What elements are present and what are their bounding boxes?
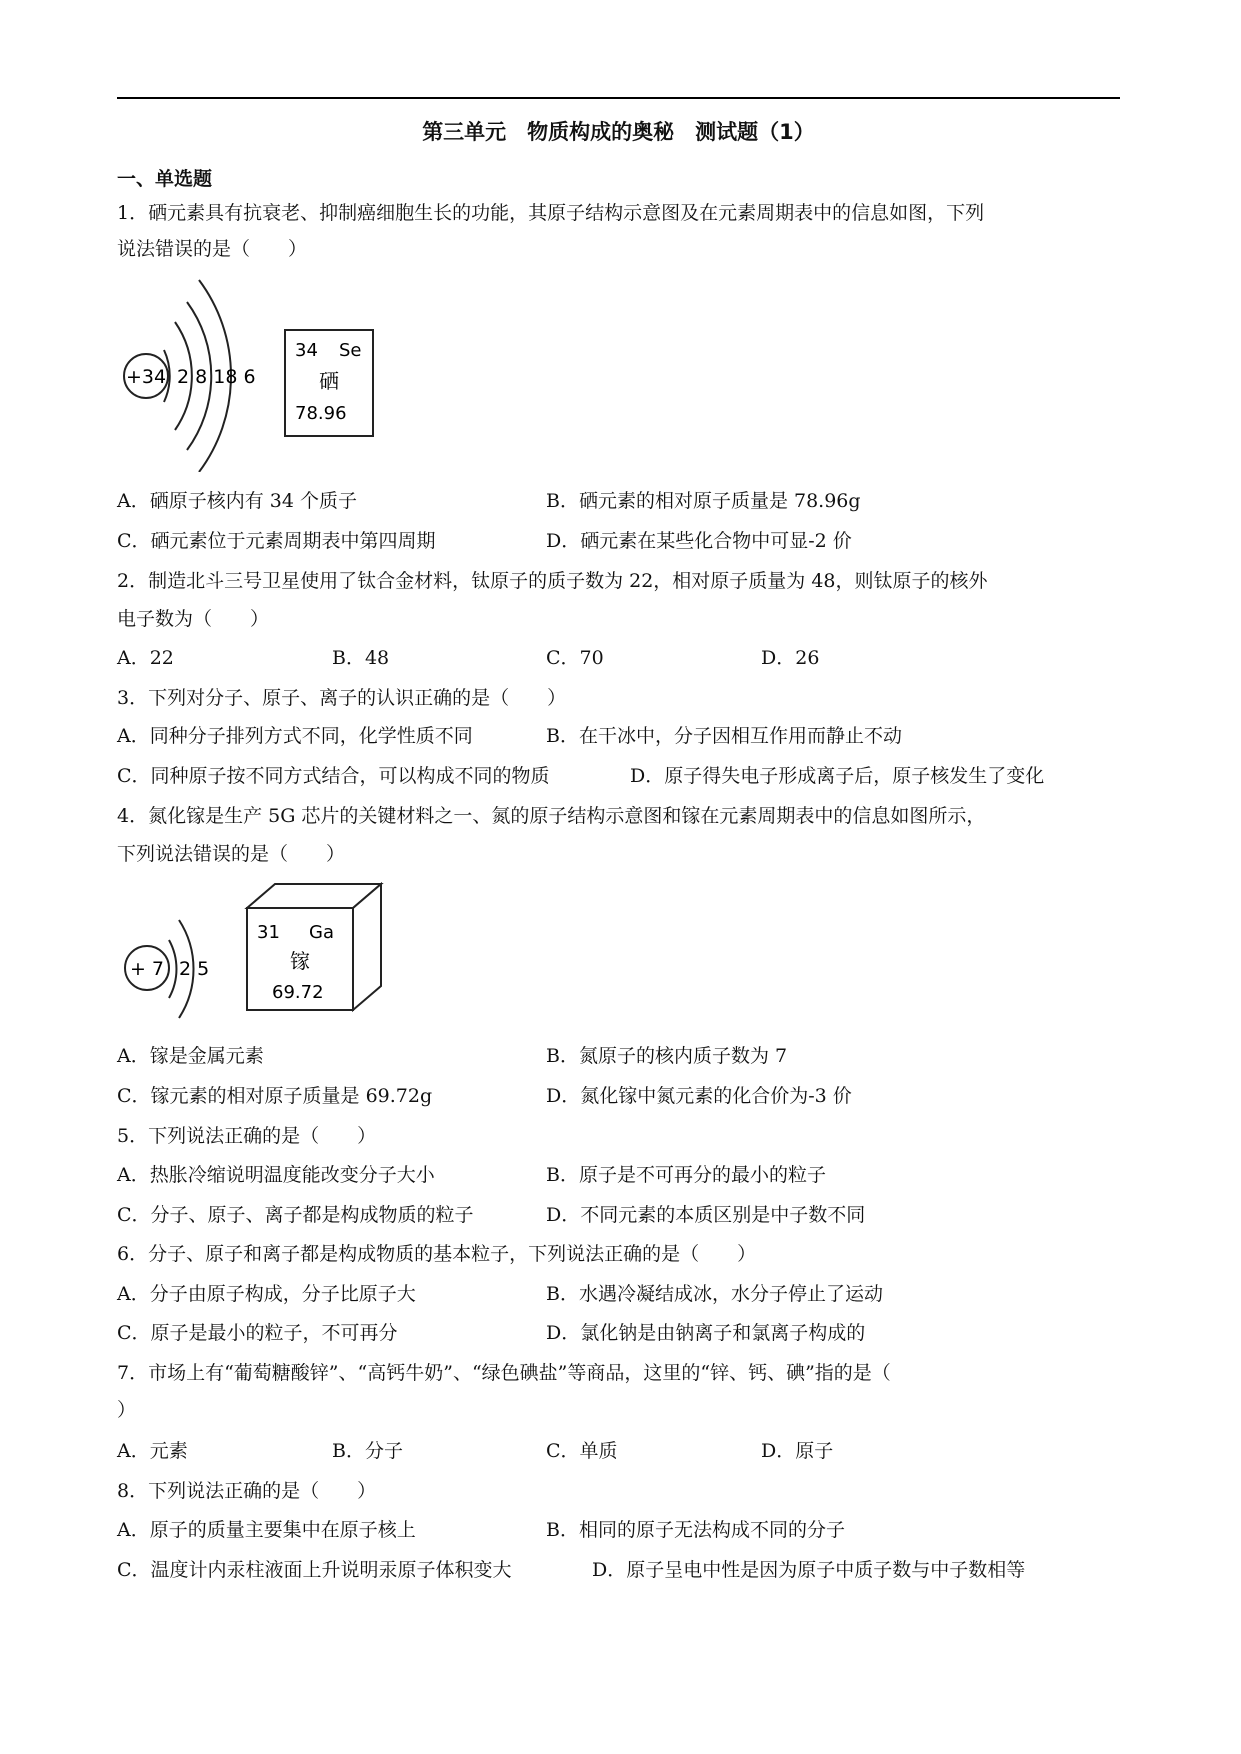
q2-option-a[interactable]: A．22	[117, 647, 174, 669]
q4-option-a[interactable]: A．镓是金属元素	[117, 1045, 264, 1067]
q3-option-d[interactable]: D．原子得失电子形成离子后，原子核发生了变化	[630, 765, 1045, 787]
q7-stem-line1: 7．市场上有“葡萄糖酸锌”、“高钙牛奶”、“绿色碘盐”等商品，这里的“锌、钙、碘”指的是（	[117, 1362, 891, 1384]
q4-figure	[117, 880, 397, 1030]
q2-option-b[interactable]: B．48	[332, 647, 390, 669]
selenium-name: 硒	[319, 369, 339, 393]
gallium-atomic-number: 31	[257, 922, 280, 943]
gallium-symbol: Ga	[309, 922, 334, 943]
gallium-name: 镓	[290, 949, 310, 973]
nitrogen-nucleus-charge: + 7	[129, 958, 165, 980]
q4-stem-line2: 下列说法错误的是（ ）	[117, 843, 346, 865]
q7-stem-line2: ）	[117, 1399, 137, 1421]
q1-option-d[interactable]: D．硒元素在某些化合物中可显-2 价	[546, 530, 852, 552]
q8-stem-line1: 8．下列说法正确的是（ ）	[117, 1480, 377, 1502]
q1-figure	[117, 272, 397, 472]
q3-option-b[interactable]: B．在干冰中，分子因相互作用而静止不动	[546, 725, 902, 747]
selenium-symbol: Se	[339, 340, 362, 361]
header-rule	[117, 97, 1120, 99]
q5-option-c[interactable]: C．分子、原子、离子都是构成物质的粒子	[117, 1204, 474, 1226]
section-heading: 一、单选题	[117, 168, 213, 190]
q1-option-c[interactable]: C．硒元素位于元素周期表中第四周期	[117, 530, 436, 552]
q3-stem-line1: 3．下列对分子、原子、离子的认识正确的是（ ）	[117, 687, 567, 709]
q3-option-a[interactable]: A．同种分子排列方式不同，化学性质不同	[117, 725, 473, 747]
q5-stem-line1: 5．下列说法正确的是（ ）	[117, 1125, 377, 1147]
q2-stem-line1: 2．制造北斗三号卫星使用了钛合金材料，钛原子的质子数为 22，相对原子质量为 48，则钛原子的核外	[117, 570, 988, 592]
q6-option-d[interactable]: D．氯化钠是由钠离子和氯离子构成的	[546, 1322, 866, 1344]
q4-stem-line1: 4．氮化镓是生产 5G 芯片的关键材料之一、氮的原子结构示意图和镓在元素周期表中的信息如图所示，	[117, 805, 986, 827]
q1-stem-line2: 说法错误的是（ ）	[117, 238, 308, 260]
q6-option-a[interactable]: A．分子由原子构成，分子比原子大	[117, 1283, 416, 1305]
q1-option-a[interactable]: A．硒原子核内有 34 个质子	[117, 490, 357, 512]
q8-option-b[interactable]: B．相同的原子无法构成不同的分子	[546, 1519, 845, 1541]
selenium-nucleus-charge: +34	[125, 366, 167, 388]
q5-option-b[interactable]: B．原子是不可再分的最小的粒子	[546, 1164, 826, 1186]
q4-option-b[interactable]: B．氮原子的核内质子数为 7	[546, 1045, 788, 1067]
q6-stem-line1: 6．分子、原子和离子都是构成物质的基本粒子，下列说法正确的是（ ）	[117, 1243, 757, 1265]
q5-option-d[interactable]: D．不同元素的本质区别是中子数不同	[546, 1204, 866, 1226]
q3-option-c[interactable]: C．同种原子按不同方式结合，可以构成不同的物质	[117, 765, 550, 787]
q2-option-c[interactable]: C．70	[546, 647, 604, 669]
q4-option-d[interactable]: D．氮化镓中氮元素的化合价为-3 价	[546, 1085, 852, 1107]
q4-option-c[interactable]: C．镓元素的相对原子质量是 69.72g	[117, 1085, 433, 1107]
q7-option-a[interactable]: A．元素	[117, 1440, 188, 1462]
selenium-electron-counts: 2 8 18 6	[177, 366, 256, 388]
q2-stem-line2: 电子数为（ ）	[117, 608, 270, 630]
q6-option-b[interactable]: B．水遇冷凝结成冰，水分子停止了运动	[546, 1283, 883, 1305]
q1-stem-line1: 1．硒元素具有抗衰老、抑制癌细胞生长的功能，其原子结构示意图及在元素周期表中的信息如图，下列	[117, 202, 985, 224]
page-title: 第三单元 物质构成的奥秘 测试题（1）	[422, 120, 815, 144]
nitrogen-electron-counts: 2 5	[179, 958, 210, 980]
q7-option-c[interactable]: C．单质	[546, 1440, 618, 1462]
q8-option-d[interactable]: D．原子呈电中性是因为原子中质子数与中子数相等	[592, 1559, 1026, 1581]
selenium-atomic-number: 34	[295, 340, 318, 361]
q5-option-a[interactable]: A．热胀冷缩说明温度能改变分子大小	[117, 1164, 435, 1186]
nitrogen-shell-1	[169, 940, 176, 998]
q7-option-b[interactable]: B．分子	[332, 1440, 403, 1462]
q1-option-b[interactable]: B．硒元素的相对原子质量是 78.96g	[546, 490, 861, 512]
q2-option-d[interactable]: D．26	[761, 647, 820, 669]
selenium-atomic-mass: 78.96	[295, 403, 347, 424]
gallium-atomic-mass: 69.72	[272, 982, 324, 1003]
q8-option-a[interactable]: A．原子的质量主要集中在原子核上	[117, 1519, 416, 1541]
q8-option-c[interactable]: C．温度计内汞柱液面上升说明汞原子体积变大	[117, 1559, 512, 1581]
q7-option-d[interactable]: D．原子	[761, 1440, 834, 1462]
q6-option-c[interactable]: C．原子是最小的粒子，不可再分	[117, 1322, 398, 1344]
